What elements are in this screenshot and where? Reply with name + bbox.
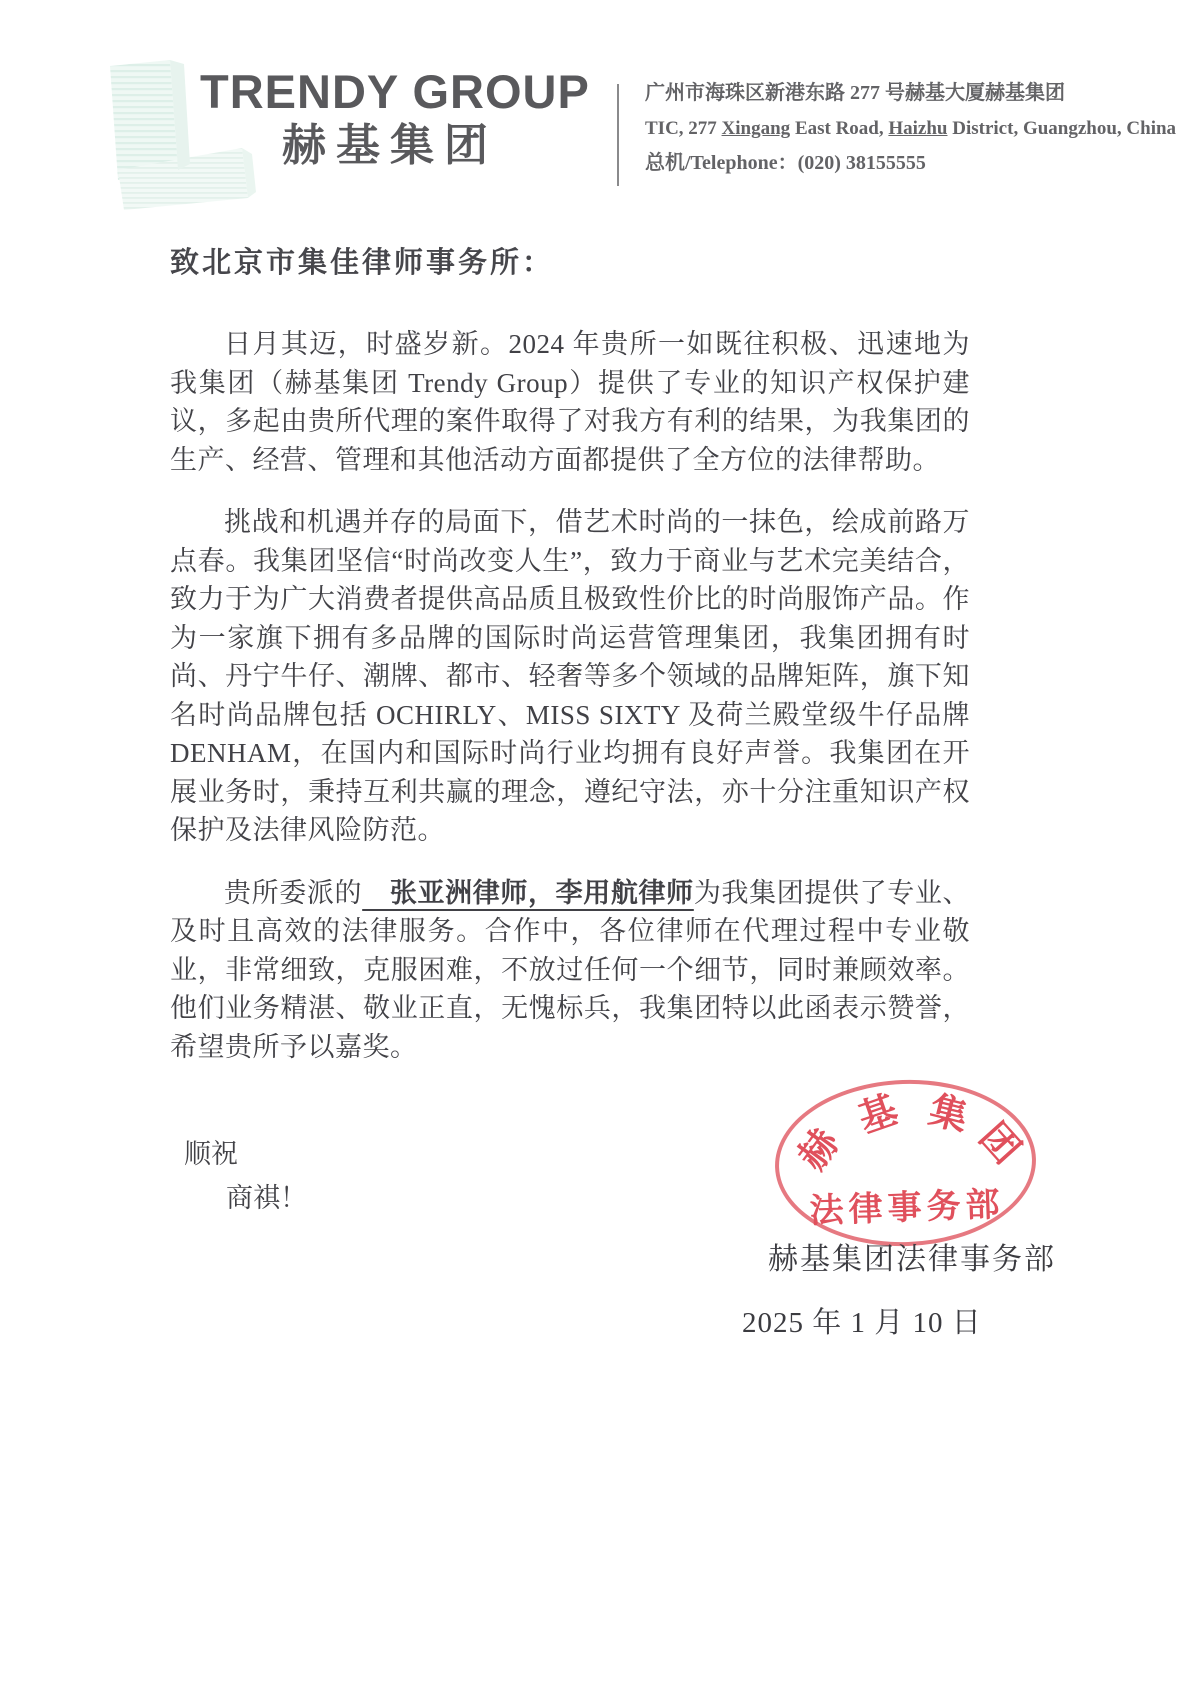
stamp-arc-character: 团 — [971, 1115, 1028, 1172]
header-divider — [617, 84, 619, 186]
stamp-department-text: 法律事务部 — [809, 1186, 1006, 1231]
address-english-part: East Road, — [790, 118, 889, 139]
lawyer-names-underlined: 张亚洲律师，李用航律师 — [362, 877, 694, 908]
letterhead — [0, 0, 1200, 230]
paragraph-1: 日月其迈，时盛岁新。2024 年贵所一如既往积极、迅速地为我集团（赫基集团 Trendy Group）提供了专业的知识产权保护建议，多起由贵所代理的案件取得了对我方有利的结果，为我集团的生产、经营、管理和其他活动方面都提供了全方位的法律帮助。 — [170, 329, 970, 475]
date-line: 2025 年 1 月 10 日 — [742, 1307, 982, 1339]
closing-wish-line-2: 商祺！ — [226, 1183, 307, 1213]
paragraph-3 — [170, 874, 970, 1067]
address-english-part: District, Guangzhou, China — [947, 118, 1177, 139]
logo-chinese-name: 赫基集团 — [282, 121, 498, 170]
paragraph-3-suffix: 为我集团提供了专业、及时且高效的法律服务。合作中，各位律师在代理过程中专业敬业，非常细致，克服困难，不放过任何一个细节，同时兼顾效率。他们业务精湛、敬业正直，无愧标兵，我集团特以此函表示赞誉，希望贵所予以嘉奖。 — [170, 877, 971, 1062]
letter-body — [170, 240, 970, 1220]
stamp-arc-character: 基 — [853, 1088, 904, 1141]
paragraph-2: 挑战和机遇并存的局面下，借艺术时尚的一抹色，绘成前路万点春。我集团坚信“时尚改变人生”，致力于商业与艺术完美结合，致力于为广大消费者提供高品质且极致性价比的时尚服饰产品。作为一家旗下拥有多品牌的国际时尚运营管理集团，我集团拥有时尚、丹宁牛仔、潮牌、都市、轻奢等多个领域的品牌矩阵，旗下知名时尚品牌包括 OCHIRLY、MISS SIXTY 及荷兰殿堂级牛仔品牌 DENHAM，在国内和国际时尚行业均拥有良好声誉。我集团在开展业务时，秉持互利共赢的理念，遵纪守法，亦十分注重知识产权保护及法律风险防范。 — [170, 507, 970, 845]
company-logo — [200, 65, 590, 174]
salutation: 致北京市集佳律师事务所： — [170, 247, 555, 279]
stamp-arc-character: 赫 — [791, 1122, 848, 1178]
paragraph-3-prefix: 贵所委派的 — [224, 877, 363, 908]
telephone-line: 总机/Telephone：(020) 38155555 — [645, 152, 926, 174]
address-chinese: 广州市海珠区新港东路 277 号赫基大厦赫基集团 — [645, 82, 1065, 104]
address-english — [645, 111, 1177, 146]
closing-wish-line-1: 顺祝 — [184, 1139, 238, 1169]
signature-line: 赫基集团法律事务部 — [768, 1243, 1056, 1276]
address-english-part: Haizhu — [888, 118, 948, 139]
address-block — [645, 76, 1177, 181]
stamp-arc-character: 集 — [924, 1089, 972, 1140]
logo-english-name: TRENDY GROUP — [200, 65, 590, 118]
address-english-part: TIC, 277 — [645, 118, 722, 139]
address-english-part: Xingang — [721, 118, 791, 139]
